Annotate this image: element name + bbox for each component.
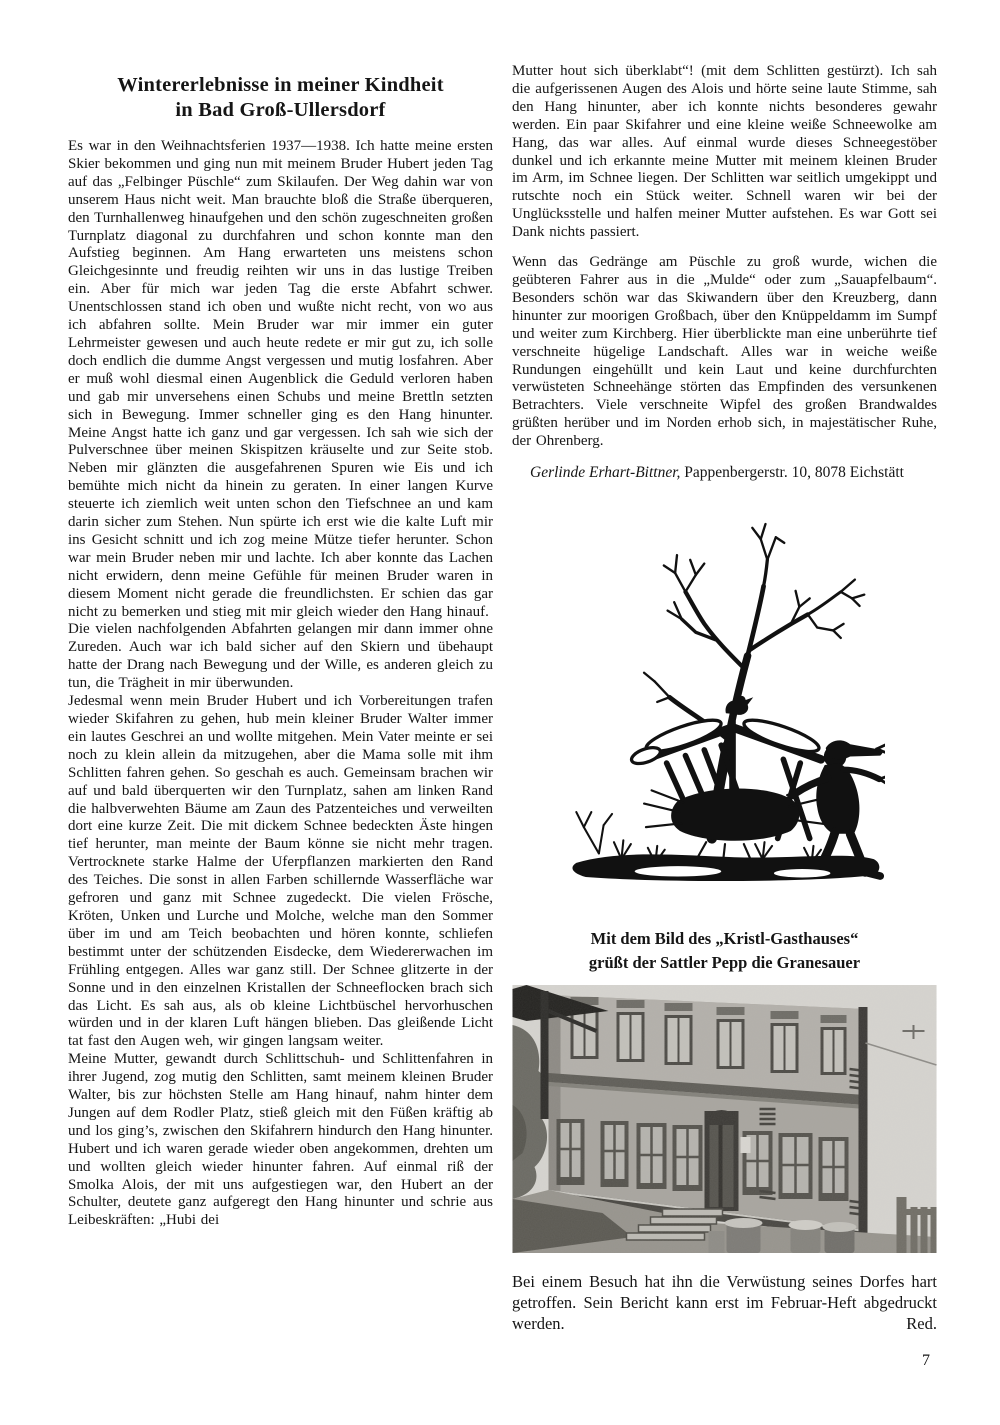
author-line	[530, 463, 937, 482]
photo-container	[512, 985, 937, 1258]
author-name: Gerlinde Erhart-Bittner,	[530, 464, 681, 482]
article-paragraph: Wenn das Gedränge am Püschle zu groß wurde, wichen die geübteren Fahrer aus in die „Mulde“ oder zum „Sauapfelbaum“. Besonders schön war das Skiwandern über den Kreuzberg, dann hinunter zur moorigen Großbach, über den Knüppeldamm im Sumpf und weiter zum Kirchberg. Hier überblickte man eine unberührte tief verschneite hügelige Landschaft. Alles war in weiche weiße Rundungen eingehüllt und kein Laut und keine durchfurchten verwüsteten Schneehänge störten das Empfinden des versunkenen Betrachters. Viele verschneite Wipfel des großen Brandwaldes grüßten herüber und im Norden erhob sich, in majestätischer Ruhe, der Ohrenberg.	[512, 254, 937, 450]
article-paragraph: Mutter hout sich überklabt“! (mit dem Schlitten gestürzt). Ich sah die aufgerissenen Augen des Alois und hörte seine laute Stimme, sah den Hang hinunter, aber ich konnte nichts besonderes gewahr werden. Ein paar Skifahrer und eine kleine weiße Schneewolke am Hang, das war alles. Auf einmal wurde dieses Schneegestöber dunkel und ich erkannte meine Mutter mit meinem kleinen Bruder im Arm, im Schnee liegen. Der Schlitten war seitlich umgekippt und rutschte noch ein Stück weiter. Schnell waren wir bei der Unglücksstelle und halfen meiner Mutter aufstehen. Es war Gott sei Dank nichts passiert.	[512, 63, 937, 241]
article-paragraph: Die vielen nachfolgenden Abfahrten gelangen mir dann immer ohne Zureden. Auch war ich bald sicher auf den Skiern und übehaupt hatte der Drang nach Bewegung und der Wille, es anderen gleich zu tun, die Trägheit in mir überwunden.	[68, 621, 493, 692]
illustration-caption	[512, 927, 937, 975]
illustration-caption-line1: Mit dem Bild des „Kristl-Gasthauses“	[590, 929, 859, 949]
kristl-gasthaus-photo	[512, 985, 937, 1253]
article-paragraph: Es war in den Weihnachtsferien 1937—1938. Ich hatte meine ersten Skier bekommen und ging nun mit meinem Bruder Hubert jeden Tag auf das „Felbinger Püschle“ zum Skilaufen. Der Weg dahin war von unserem Haus nicht weit. Man brauchte bloß die Straße überqueren, den Turnhallenweg hinaufgehen und den schön zugeschneiten großen Turnplatz diagonal zu durchfahren und schon konnte man den Aufstieg beginnen. Am Hang erwarteten uns meistens schon Gleichgesinnte und freudig reihten wir uns in das lustige Treiben ein. Aber für mich war jeden Tag die erste Abfahrt schwer. Unentschlossen stand ich oben und wußte nicht recht, von wo aus ich abfahren sollte. Mein Bruder war mir immer ein guter Lehrmeister gewesen und auch heute redete er mir gut zu, ich solle doch endlich die dumme Angst vergessen und mutig losfahren. Aber er muß wohl diesmal einen Augenblick die Geduld verloren haben und gab mir unversehens einen Schubs und meine Brettln setzten sich in Bewegung. Immer schneller ging es den Hang hinunter. Meine Angst hatte ich ganz und gar vergessen. Ich sah wie sich der Pulverschnee über meinen Skispitzen kräuselte und zur Seite stob. Neben mir glänzten die ausgefahrenen Spuren wie Eis und ich bemühte mich nicht da hinein zu geraten. In einer langen Kurve steuerte ich ziemlich weit unten schon den Tiefschnee an und kam darin sicher zum Stehen. Nun spürte ich erst wie die kalte Luft mir ins Gesicht schnitt und ich zog meine Mütze tiefer herunter. Schon war mein Bruder neben mir und lachte. Ich aber konnte das Lachen nicht erwidern, denn meine Gefühle für meinen Bruder waren in diesem Moment nicht gerade die freundlichsten. Er schien das gar nicht zu bemerken und stieg mit mir gleich wieder den Hang hinauf.	[68, 138, 493, 620]
article-paragraph: Meine Mutter, gewandt durch Schlittschuh- und Schlittenfahren in ihrer Jugend, zog mutig den Schlitten, samt meinem kleinen Bruder Walter, bis zur höchsten Stelle am Hang hinauf, nahm hinter dem Jungen auf dem Rodler Platz, stieß gleich mit den Füßen kräftig ab und los ging’s, zwischen den Skifahrern hindurch den Hang hinunter. Hubert und ich waren gerade wieder oben angekommen, drehten um und wollten gleich wieder hinunter fahren. Auf einmal riß der Smolka Alois, der mit uns aufgestiegen war, den Hubert an der Schulter, deutete ganz aufgeregt den Hang hinunter und schrie aus Leibeskräften: „Hubi dei	[68, 1051, 493, 1229]
left-column	[68, 73, 493, 1230]
photo-caption-text: Bei einem Besuch hat ihn die Verwüstung seines Dorfes hart getroffen. Sein Bericht kann erst im Februar-Heft abgedruckt werden.	[512, 1272, 937, 1334]
article-title-line2: in Bad Groß-Ullersdorf	[175, 99, 386, 121]
illustration-caption-line2: grüßt der Sattler Pepp die Granesauer	[588, 953, 861, 973]
author-address: Pappenbergerstr. 10, 8078 Eichstätt	[684, 464, 904, 482]
winter-silhouette-illustration	[565, 510, 885, 892]
page-number: 7	[922, 1352, 930, 1369]
right-column	[512, 63, 937, 1334]
photo-credit: Red.	[906, 1314, 937, 1334]
article-title-line1: Wintererlebnisse in meiner Kindheit	[117, 74, 444, 96]
illustration-container	[512, 510, 937, 897]
article-title	[68, 73, 493, 123]
article-paragraph: Jedesmal wenn mein Bruder Hubert und ich Vorbereitungen trafen wieder Skifahren zu gehen, hub mein kleiner Bruder Walter immer ein lautes Geschrei an und wollte mitgehen. Mein Vater meinte er sei noch zu klein allein da mitzugehen, aber die Mama solle mit ihm Schlitten fahren gehen. So geschah es auch. Gemeinsam brachen wir auf und bald überquerten wir den Turnplatz, sahen am linken Rand die halbverwehten Bäume am Zaun des Patzenteiches und verweilten dort eine kurze Zeit. Die mit dickem Schnee bedeckten Äste hingen tief herunter, man meinte der Baum könne sie nicht mehr tragen. Vertrocknete starke Halme der Uferpflanzen markierten den Rand des Teiches. Die sonst in allen Farben schillernde Wasserfläche war gefroren und ganz mit Schnee zugedeckt. Die vielen Frösche, Kröten, Unken und Lurche und Molche, welche man den Sommer über im und am Teich beobachten und hören konnte, schliefen bestimmt unter der schützenden Eisdecke, dem Wiedererwachen im Frühling entgegen. Alles war ganz still. Der Schnee glitzerte in der Sonne und in den einzelnen Kristallen der Schneeflocken brach sich das Licht. Es sah aus, als ob kleine Lichtbüschel hervorhuschen würden und in der klaren Luft hängen blieben. Das gleißende Licht tat fast den Augen weh, wir gingen langsam weiter.	[68, 693, 493, 1050]
photo-caption	[512, 1271, 937, 1334]
